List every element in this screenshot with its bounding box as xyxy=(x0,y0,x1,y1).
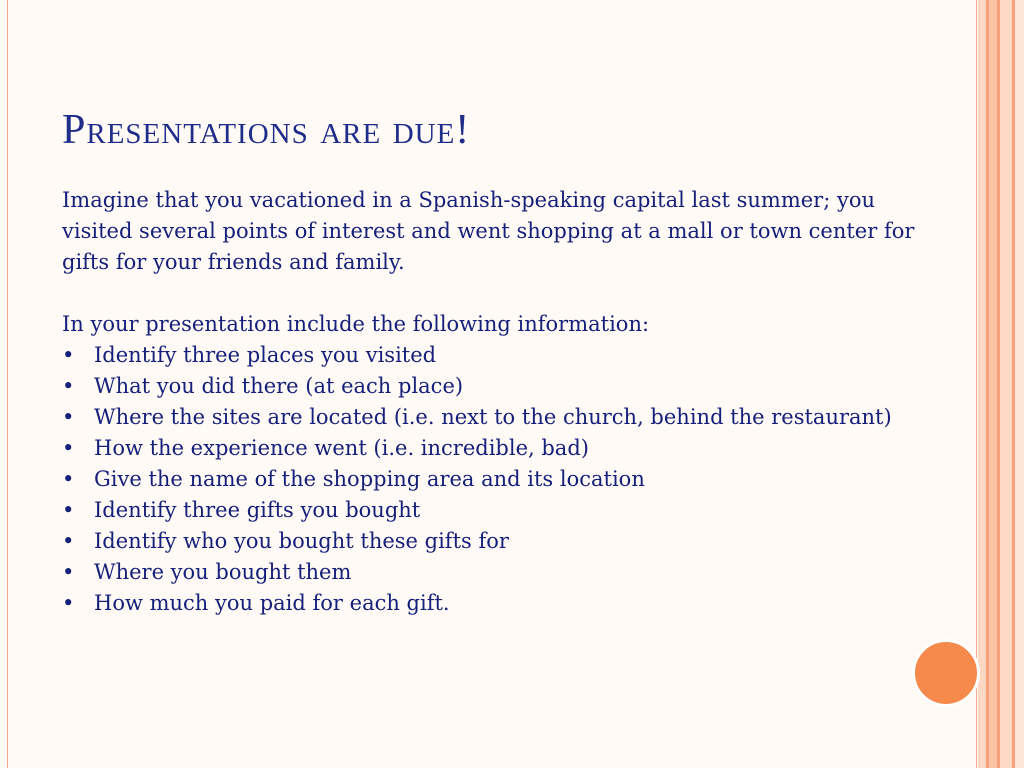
list-lead-text: In your presentation include the following information: xyxy=(62,312,650,336)
bullet-icon: • xyxy=(62,560,75,584)
list-item xyxy=(62,526,952,557)
bullet-icon: • xyxy=(62,467,75,491)
bullet-icon: • xyxy=(62,529,75,553)
list-item-text: What you did there (at each place) xyxy=(94,374,464,398)
list-item-text: Identify three places you visited xyxy=(94,343,437,367)
intro-paragraph: Imagine that you vacationed in a Spanish-speaking capital last summer; you visited several points of interest and went shopping at a mall or town center for gifts for your friends and family. xyxy=(62,188,915,274)
list-item-text: Give the name of the shopping area and its location xyxy=(94,467,645,491)
list-item-text: Where you bought them xyxy=(94,560,352,584)
bullet-icon: • xyxy=(62,498,75,522)
slide-title: Presentations are due! xyxy=(62,107,471,153)
list-item-text: How much you paid for each gift. xyxy=(94,591,450,615)
list-item-text: Where the sites are located (i.e. next to the church, behind the restaurant) xyxy=(94,405,892,429)
slide-body xyxy=(62,185,952,619)
list-item-text: Identify who you bought these gifts for xyxy=(94,529,509,553)
list-item xyxy=(62,402,952,433)
list-item xyxy=(62,588,952,619)
bullet-icon: • xyxy=(62,405,75,429)
stripe xyxy=(1015,0,1024,768)
bullet-icon: • xyxy=(62,436,75,460)
list-item-text: How the experience went (i.e. incredible, bad) xyxy=(94,436,589,460)
list-item xyxy=(62,557,952,588)
list-item xyxy=(62,371,952,402)
bullet-icon: • xyxy=(62,343,75,367)
spacer xyxy=(62,278,952,309)
list-item xyxy=(62,433,952,464)
stripe xyxy=(978,0,986,768)
bullet-icon: • xyxy=(62,374,75,398)
stripe xyxy=(989,0,997,768)
requirements-list xyxy=(62,340,952,619)
stripe xyxy=(1000,0,1012,768)
bullet-icon: • xyxy=(62,591,75,615)
list-item-text: Identify three gifts you bought xyxy=(94,498,421,522)
list-item xyxy=(62,340,952,371)
list-item xyxy=(62,495,952,526)
list-item xyxy=(62,464,952,495)
orange-circle-decoration xyxy=(912,639,980,707)
